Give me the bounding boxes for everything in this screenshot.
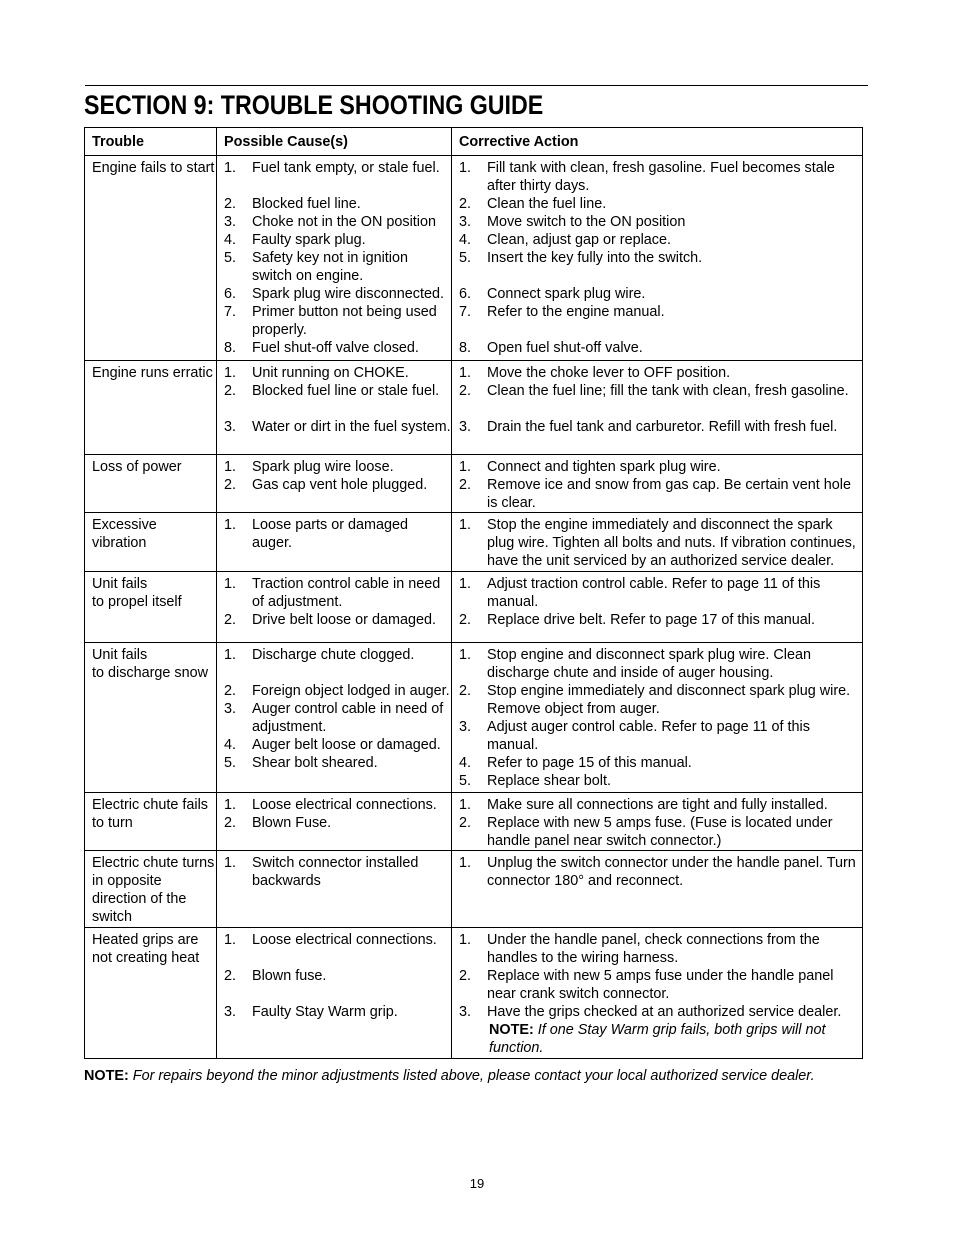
item-text: Faulty spark plug. (252, 232, 366, 248)
item-number: 1. (459, 365, 472, 381)
action-item (459, 682, 862, 718)
trouble-cell: Excessive vibration (85, 513, 217, 572)
item-number: 2. (459, 968, 472, 984)
item-number: 3. (224, 701, 237, 717)
item-number: 3. (459, 1004, 472, 1020)
cause-item (224, 303, 451, 339)
item-number: 4. (224, 232, 237, 248)
item-text: Clean the fuel line; fill the tank with clean, fresh gasoline. (487, 383, 849, 399)
item-number: 1. (224, 797, 237, 813)
table-row (85, 643, 863, 793)
cause-item (224, 231, 451, 249)
item-number: 4. (224, 737, 237, 753)
trouble-cell: Electric chute turns in opposite direction of the switch (85, 851, 217, 928)
cause-item (224, 458, 451, 476)
actions-cell (452, 513, 863, 572)
cause-item (224, 382, 451, 400)
item-number: 3. (224, 214, 237, 230)
page-number: 19 (469, 1176, 485, 1191)
item-text: Water or dirt in the fuel system. (252, 419, 451, 435)
item-number: 2. (459, 815, 472, 831)
actions-cell (452, 361, 863, 455)
table-row (85, 572, 863, 643)
item-number: 2. (459, 683, 472, 699)
header-actions: Corrective Action (452, 128, 863, 156)
cause-item (224, 967, 451, 985)
action-item (459, 575, 862, 611)
causes-cell (217, 572, 452, 643)
action-item (459, 285, 862, 303)
action-item (459, 159, 862, 195)
footnote-label: NOTE: (84, 1068, 129, 1084)
table-row (85, 455, 863, 513)
item-text: Have the grips checked at an authorized service dealer. (487, 1004, 842, 1020)
item-number: 7. (224, 304, 237, 320)
item-number: 1. (459, 459, 472, 475)
item-number: 8. (224, 340, 237, 356)
header-rule (85, 85, 868, 86)
actions-cell (452, 793, 863, 851)
item-text: Discharge chute clogged. (252, 647, 415, 663)
item-spacer (224, 177, 451, 195)
item-text: Replace with new 5 amps fuse under the handle panel near crank switch connector. (487, 968, 834, 1002)
action-item (459, 516, 862, 570)
action-item (459, 1003, 862, 1021)
item-text: Loose electrical connections. (252, 797, 437, 813)
table-body (85, 156, 863, 1059)
footnote-text: For repairs beyond the minor adjustments listed above, please contact your local authorized service dealer. (132, 1068, 815, 1084)
item-text: Unplug the switch connector under the handle panel. Turn connector 180° and reconnect. (487, 855, 856, 889)
item-text: Foreign object lodged in auger. (252, 683, 450, 699)
item-text: Adjust auger control cable. Refer to page 11 of this manual. (487, 719, 810, 753)
item-number: 1. (224, 576, 237, 592)
item-text: Connect spark plug wire. (487, 286, 646, 302)
cause-item (224, 575, 451, 611)
item-text: Fuel shut-off valve closed. (252, 340, 419, 356)
item-text: Connect and tighten spark plug wire. (487, 459, 721, 475)
actions-cell (452, 572, 863, 643)
item-spacer (459, 267, 862, 285)
item-text: Adjust traction control cable. Refer to page 11 of this manual. (487, 576, 821, 610)
item-text: Loose parts or damaged auger. (252, 517, 408, 551)
item-text: Under the handle panel, check connections from the handles to the wiring harness. (487, 932, 820, 966)
cause-item (224, 814, 451, 832)
causes-cell (217, 361, 452, 455)
table-row (85, 513, 863, 572)
table-row (85, 361, 863, 455)
item-text: Loose electrical connections. (252, 932, 437, 948)
item-number: 2. (224, 815, 237, 831)
item-text: Primer button not being used properly. (252, 304, 437, 338)
item-text: Safety key not in ignition switch on engine. (252, 250, 408, 284)
cause-item (224, 418, 451, 436)
item-number: 1. (459, 647, 472, 663)
item-number: 1. (459, 932, 472, 948)
actions-cell (452, 928, 863, 1059)
item-number: 3. (459, 214, 472, 230)
trouble-cell: Unit fails to propel itself (85, 572, 217, 643)
item-spacer (459, 321, 862, 339)
item-spacer (224, 400, 451, 418)
item-spacer (459, 400, 862, 418)
item-text: Faulty Stay Warm grip. (252, 1004, 398, 1020)
item-number: 6. (224, 286, 237, 302)
table-row (85, 928, 863, 1059)
item-text: Clean the fuel line. (487, 196, 607, 212)
item-number: 5. (224, 250, 237, 266)
item-text: Refer to page 15 of this manual. (487, 755, 692, 771)
trouble-cell: Heated grips are not creating heat (85, 928, 217, 1059)
action-item (459, 754, 862, 772)
action-item (459, 418, 862, 436)
item-spacer (224, 664, 451, 682)
trouble-cell: Loss of power (85, 455, 217, 513)
item-text: Stop engine and disconnect spark plug wire. Clean discharge chute and inside of auger housing. (487, 647, 811, 681)
item-text: Blocked fuel line or stale fuel. (252, 383, 440, 399)
item-number: 1. (459, 576, 472, 592)
item-number: 2. (459, 383, 472, 399)
table-row (85, 793, 863, 851)
cause-item (224, 213, 451, 231)
action-item (459, 796, 862, 814)
item-number: 4. (459, 755, 472, 771)
item-number: 3. (224, 1004, 237, 1020)
cause-item (224, 736, 451, 754)
action-item (459, 814, 862, 850)
causes-cell (217, 928, 452, 1059)
item-number: 2. (459, 196, 472, 212)
item-number: 2. (224, 968, 237, 984)
header-trouble: Trouble (85, 128, 217, 156)
action-item (459, 611, 862, 629)
action-item (459, 249, 862, 267)
actions-cell (452, 455, 863, 513)
item-text: Traction control cable in need of adjustment. (252, 576, 441, 610)
cause-item (224, 611, 451, 629)
item-text: Blown Fuse. (252, 815, 332, 831)
cause-item (224, 754, 451, 772)
troubleshooting-table (84, 127, 863, 1059)
item-text: Replace with new 5 amps fuse. (Fuse is located under handle panel near switch connector.) (487, 815, 833, 849)
item-text: Remove ice and snow from gas cap. Be certain vent hole is clear. (487, 477, 851, 511)
item-number: 4. (459, 232, 472, 248)
item-text: Stop engine immediately and disconnect spark plug wire. Remove object from auger. (487, 683, 851, 717)
item-number: 8. (459, 340, 472, 356)
section-title: SECTION 9: TROUBLE SHOOTING GUIDE (84, 90, 544, 120)
trouble-cell: Electric chute fails to turn (85, 793, 217, 851)
item-number: 2. (224, 477, 237, 493)
item-number: 1. (224, 932, 237, 948)
causes-cell (217, 851, 452, 928)
item-text: Refer to the engine manual. (487, 304, 665, 320)
action-item (459, 364, 862, 382)
item-number: 3. (224, 419, 237, 435)
cause-item (224, 700, 451, 736)
table-row (85, 851, 863, 928)
cause-item (224, 476, 451, 494)
cause-item (224, 682, 451, 700)
item-text: Blown fuse. (252, 968, 327, 984)
action-item (459, 303, 862, 321)
action-item (459, 646, 862, 682)
item-text: Move switch to the ON position (487, 214, 686, 230)
action-item (459, 854, 862, 890)
item-number: 1. (459, 517, 472, 533)
item-text: Fill tank with clean, fresh gasoline. Fuel becomes stale after thirty days. (487, 160, 835, 194)
cause-item (224, 796, 451, 814)
cause-item (224, 1003, 451, 1021)
cause-item (224, 339, 451, 357)
item-text: Insert the key fully into the switch. (487, 250, 703, 266)
actions-cell (452, 851, 863, 928)
item-text: Drain the fuel tank and carburetor. Refill with fresh fuel. (487, 419, 838, 435)
item-text: Gas cap vent hole plugged. (252, 477, 428, 493)
item-number: 1. (459, 855, 472, 871)
item-number: 2. (224, 196, 237, 212)
cause-item (224, 285, 451, 303)
item-text: Choke not in the ON position (252, 214, 436, 230)
item-spacer (224, 985, 451, 1003)
actions-cell (452, 156, 863, 361)
cause-item (224, 159, 451, 177)
causes-cell (217, 643, 452, 793)
item-number: 1. (224, 855, 237, 871)
causes-cell (217, 156, 452, 361)
cause-item (224, 646, 451, 664)
action-item (459, 718, 862, 754)
cause-item (224, 364, 451, 382)
item-number: 2. (224, 612, 237, 628)
action-item (459, 772, 862, 790)
item-number: 2. (459, 612, 472, 628)
trouble-cell: Unit fails to discharge snow (85, 643, 217, 793)
item-text: Blocked fuel line. (252, 196, 361, 212)
item-number: 7. (459, 304, 472, 320)
action-item (459, 213, 862, 231)
item-text: Fuel tank empty, or stale fuel. (252, 160, 440, 176)
action-item (459, 231, 862, 249)
cause-item (224, 854, 451, 890)
table-row (85, 156, 863, 361)
item-text: Spark plug wire loose. (252, 459, 394, 475)
action-item (459, 931, 862, 967)
item-text: Switch connector installed backwards (252, 855, 419, 889)
item-number: 1. (459, 797, 472, 813)
item-text: Auger control cable in need of adjustment. (252, 701, 444, 735)
action-note (459, 1021, 862, 1057)
item-spacer (224, 949, 451, 967)
item-text: Replace shear bolt. (487, 773, 611, 789)
item-number: 2. (459, 477, 472, 493)
item-text: Stop the engine immediately and disconnect the spark plug wire. Tighten all bolts and nuts. If vibration continues, have the unit serviced by an authorized service dealer. (487, 517, 856, 569)
item-number: 2. (224, 683, 237, 699)
causes-cell (217, 793, 452, 851)
cause-item (224, 249, 451, 285)
actions-cell (452, 643, 863, 793)
action-item (459, 458, 862, 476)
cause-item (224, 931, 451, 949)
cause-item (224, 516, 451, 552)
cause-item (224, 195, 451, 213)
item-text: Auger belt loose or damaged. (252, 737, 441, 753)
item-number: 6. (459, 286, 472, 302)
action-note-label: NOTE: (489, 1022, 534, 1038)
header-causes: Possible Cause(s) (217, 128, 452, 156)
item-text: Shear bolt sheared. (252, 755, 378, 771)
action-item (459, 967, 862, 1003)
table-header-row (85, 128, 863, 156)
item-number: 5. (459, 773, 472, 789)
item-text: Unit running on CHOKE. (252, 365, 409, 381)
item-number: 3. (459, 419, 472, 435)
item-number: 1. (459, 160, 472, 176)
item-number: 1. (224, 160, 237, 176)
item-text: Clean, adjust gap or replace. (487, 232, 671, 248)
item-number: 1. (224, 365, 237, 381)
action-item (459, 382, 862, 400)
footnote (84, 1068, 815, 1084)
causes-cell (217, 513, 452, 572)
trouble-cell: Engine fails to start (85, 156, 217, 361)
item-number: 2. (224, 383, 237, 399)
item-number: 3. (459, 719, 472, 735)
item-number: 5. (459, 250, 472, 266)
item-text: Make sure all connections are tight and fully installed. (487, 797, 828, 813)
item-text: Open fuel shut-off valve. (487, 340, 643, 356)
item-text: Move the choke lever to OFF position. (487, 365, 731, 381)
item-number: 1. (224, 647, 237, 663)
item-text: Replace drive belt. Refer to page 17 of this manual. (487, 612, 815, 628)
action-item (459, 339, 862, 357)
action-item (459, 195, 862, 213)
item-number: 1. (224, 517, 237, 533)
item-number: 1. (224, 459, 237, 475)
causes-cell (217, 455, 452, 513)
item-text: Spark plug wire disconnected. (252, 286, 444, 302)
action-note-text: If one Stay Warm grip fails, both grips will not function. (489, 1022, 826, 1056)
item-number: 5. (224, 755, 237, 771)
trouble-cell: Engine runs erratic (85, 361, 217, 455)
action-item (459, 476, 862, 512)
item-text: Drive belt loose or damaged. (252, 612, 436, 628)
